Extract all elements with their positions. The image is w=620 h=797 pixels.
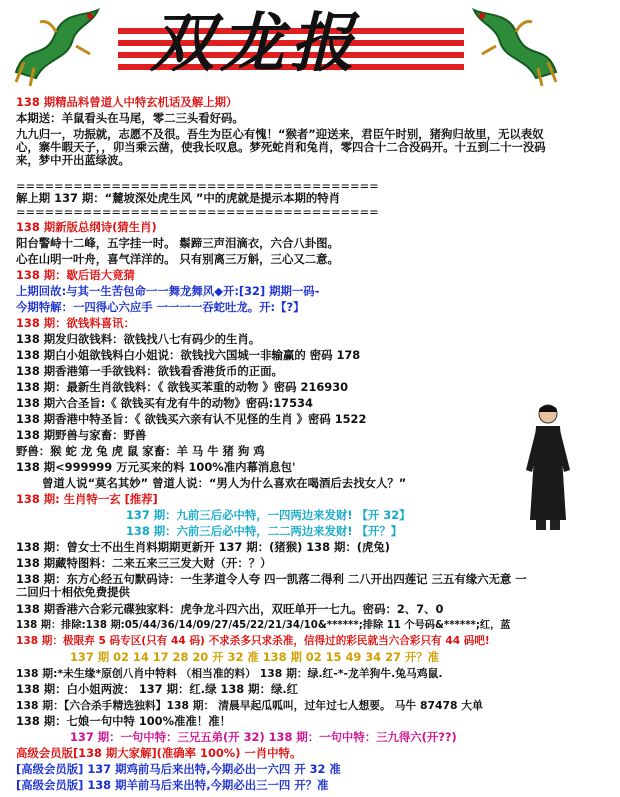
text-line: 138 期香港中特圣旨：《 欲钱买六亲有认不见怪的生肖 》密码 1522	[16, 412, 367, 426]
text-line: 本期送：羊鼠看头在马尾，零二三头看好码。	[16, 111, 244, 125]
text-paragraph: 九九归一，功振就，志愿不及很。吾生为臣心有愧！“猴者”迎送来，君臣午时别，猪狗归故里，无以表奴心，寨牛暇天子，，卯当乘云凿，使我长叹息。梦死蛇肖和兔肖，零四合十二合没码开。十五到二十一没码来，梦中开出蓝绿波。	[16, 127, 546, 167]
text-line: [高级会员版] 138 期羊前马后来出特,今期必出三一四 开？准	[16, 778, 329, 792]
dragon-left-icon	[6, 2, 110, 88]
text-line: 今期特解：一四得心六应手 一一一一吞蛇吐龙。开:【?】	[16, 300, 305, 314]
text-line: 解上期 137 期：“麓坡深处虎生风 ”中的虎就是提示本期的特肖	[16, 191, 341, 205]
text-line: 138 期:*未生缘*原创八肖中特料 （相当准的料） 138 期：绿.红-*-龙羊狗牛.兔马鸡鼠.	[16, 667, 443, 680]
text-line: 138 期野兽与家畜：野兽	[16, 428, 147, 442]
text-paragraph: 138 期：东方心经五句默码诗：一生茅道令人夸 四一凯落二得利 二八开出四莲记 三五有缘六无意 一二回归十相依免费提供	[16, 572, 527, 599]
dragon-right-icon	[462, 2, 566, 88]
masthead	[0, 0, 620, 96]
section-title: 138 期新版总纲诗(猜生肖)	[16, 220, 157, 234]
section-title: 138 期: 生肖特一玄 [推荐]	[16, 492, 158, 506]
text-line: 138 期：排除:138 期:05/44/36/14/09/27/45/22/21/34/10&******;排除 11 个号码&******;红，蓝	[16, 620, 511, 631]
text-line: 心在山明一叶舟，喜气洋洋的。 只有别离三万斛，三心又二意。	[16, 252, 339, 266]
section-title: 138 期精品料曾道人中特玄机话及解上期）	[16, 95, 238, 109]
text-line: 曾道人说“莫名其妙” 曾道人说：“男人为什么喜欢在喝酒后去找女人？”	[42, 476, 407, 490]
text-line: 137 期：一句中特：三兄五弟(开 32) 138 期：一句中特：三九得六(开??)	[70, 730, 457, 744]
text-line: 137 期 02 14 17 28 20 开 32 准 138 期 02 15 49 34 27 开？准	[70, 650, 440, 664]
text-line: 高级会员版[138 期大家解](准确率 100%) 一肖中特。	[16, 746, 302, 760]
divider-line: ======================================	[16, 179, 379, 193]
text-line: 138 期香港第一手欲钱料：欲钱看香港货币的正面。	[16, 364, 283, 378]
text-line: 上期回故:与其一生苦包命一一舞龙舞风◆开:[32] 期期一码-	[16, 284, 320, 298]
text-line: 138 期：六前三后必中特，二二两边来发财! 【开？】	[126, 524, 403, 538]
page-title: 双龙报	[150, 6, 360, 81]
section-title: 138 期：歇后语大竟猜	[16, 268, 135, 282]
text-line: 138 期白小姐欲钱料白小姐说：欲钱找六国城一非输赢的 密码 178	[16, 348, 361, 362]
text-line: 138 期：极限弃 5 码专区(只有 44 码) 不求杀多只求杀准，信得过的彩民就当六合彩只有 44 码吧!	[16, 635, 490, 647]
text-line: 野兽：猴 蛇 龙 兔 虎 鼠 家畜：羊 马 牛 猪 狗 鸡	[16, 444, 265, 458]
section-title: 138 期：欲钱料喜讯：	[16, 316, 135, 330]
text-line: 阳台警峙十二峰，五字挂一时。 鬃蹄三声泪滴衣，六合八卦图。	[16, 236, 339, 250]
text-line: 137 期：九前三后必中特，一四两边来发财! 【开 32】	[126, 508, 411, 522]
text-line: 138 期：七娘一句中特 100%准准！准！	[16, 714, 231, 728]
divider-line: ======================================	[16, 205, 379, 219]
text-line: 138 期香港六合彩元碟独家料：虎争龙斗四六出，双旺单开一七九。密码：2、7、0	[16, 602, 444, 616]
text-line: 138 期发归欲钱料：欲钱找八七有码少的生肖。	[16, 332, 261, 346]
text-line: 138 期：曾女士不出生肖料期期更新开 137 期：(猪猴) 138 期：(虎兔)	[16, 540, 390, 554]
text-line: 138 期：【六合杀手精选独料】138 期： 清晨早起瓜呱叫，过年过七人想要。 马牛 87478 大单	[16, 699, 483, 712]
text-line: 138 期藏特图料：二来五来三三发大财（开：？）	[16, 556, 272, 570]
text-line: [高级会员版] 137 期鸡前马后来出特,今期必出一六四 开 32 准	[16, 762, 341, 776]
text-line: 138 期六合圣旨:《 欲钱买有龙有牛的动物》密码:17534	[16, 396, 313, 410]
text-line: 138 期<999999 万元买来的料 100%准内幕消息包'	[16, 460, 296, 474]
text-line: 138 期：白小姐两波： 137 期：红.绿 138 期：绿.红	[16, 682, 299, 696]
person-figure-icon	[522, 400, 574, 540]
text-line: 138 期：最新生肖欲钱料：《 欲钱买苯重的动物 》密码 216930	[16, 380, 349, 394]
